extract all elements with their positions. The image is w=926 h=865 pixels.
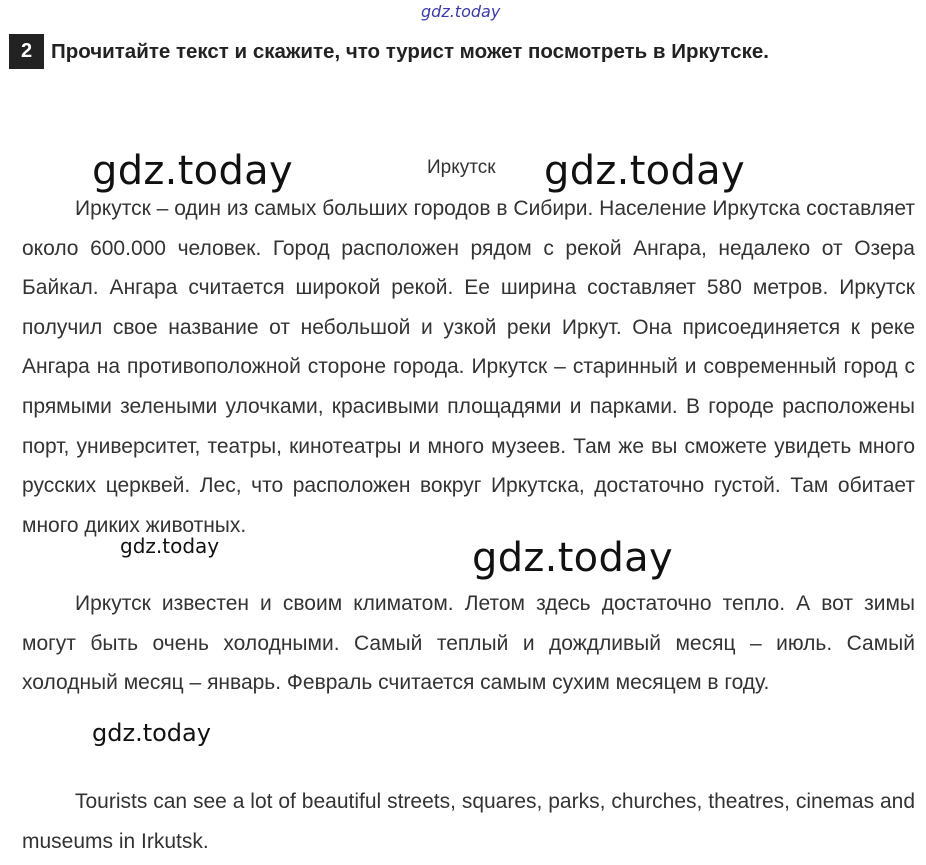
paragraph-1: Иркутск – один из самых больших городов в Сибири. Население Иркутска составляет около 600.000 человек. Город расположен рядом с рекой Ангара, недалеко от Озера Байкал. Ангара считается широкой рекой. Ее ширина составляет 580 метров. Иркутск получил свое название от небольшой и узкой реки Иркут. Она присоединяется к реке Ангара на противоположной стороне города. Иркутск – старинный и современный город с прямыми зелеными улочками, красивыми площадями и парками. В городе расположены порт, университет, театры, кинотеатры и много музеев. Там же вы сможете увидеть много русских церквей. Лес, что расположен вокруг Иркутска, достаточно густой. Там обитает много диких животных.	[22, 197, 915, 537]
paragraph-2: Иркутск известен и своим климатом. Летом здесь достаточно тепло. А вот зимы могут быть очень холодными. Самый теплый и дождливый месяц – июль. Самый холодный месяц – январь. Февраль считается самым сухим месяцем в году.	[22, 592, 915, 695]
answer-paragraph: Tourists can see a lot of beautiful streets, squares, parks, churches, theatres, cinemas and museums in Irkutsk.	[22, 790, 915, 853]
watermark-top: gdz.today	[421, 2, 501, 21]
watermark: gdz.today	[472, 535, 673, 581]
text-title: Иркутск	[427, 157, 496, 178]
watermark: gdz.today	[92, 719, 211, 747]
watermark: gdz.today	[120, 534, 220, 558]
task-number-badge: 2	[9, 34, 44, 69]
watermark: gdz.today	[544, 148, 745, 194]
task-instruction: Прочитайте текст и скажите, что турист может посмотреть в Иркутске.	[51, 39, 769, 63]
watermark: gdz.today	[92, 148, 293, 194]
task-header	[9, 34, 769, 69]
